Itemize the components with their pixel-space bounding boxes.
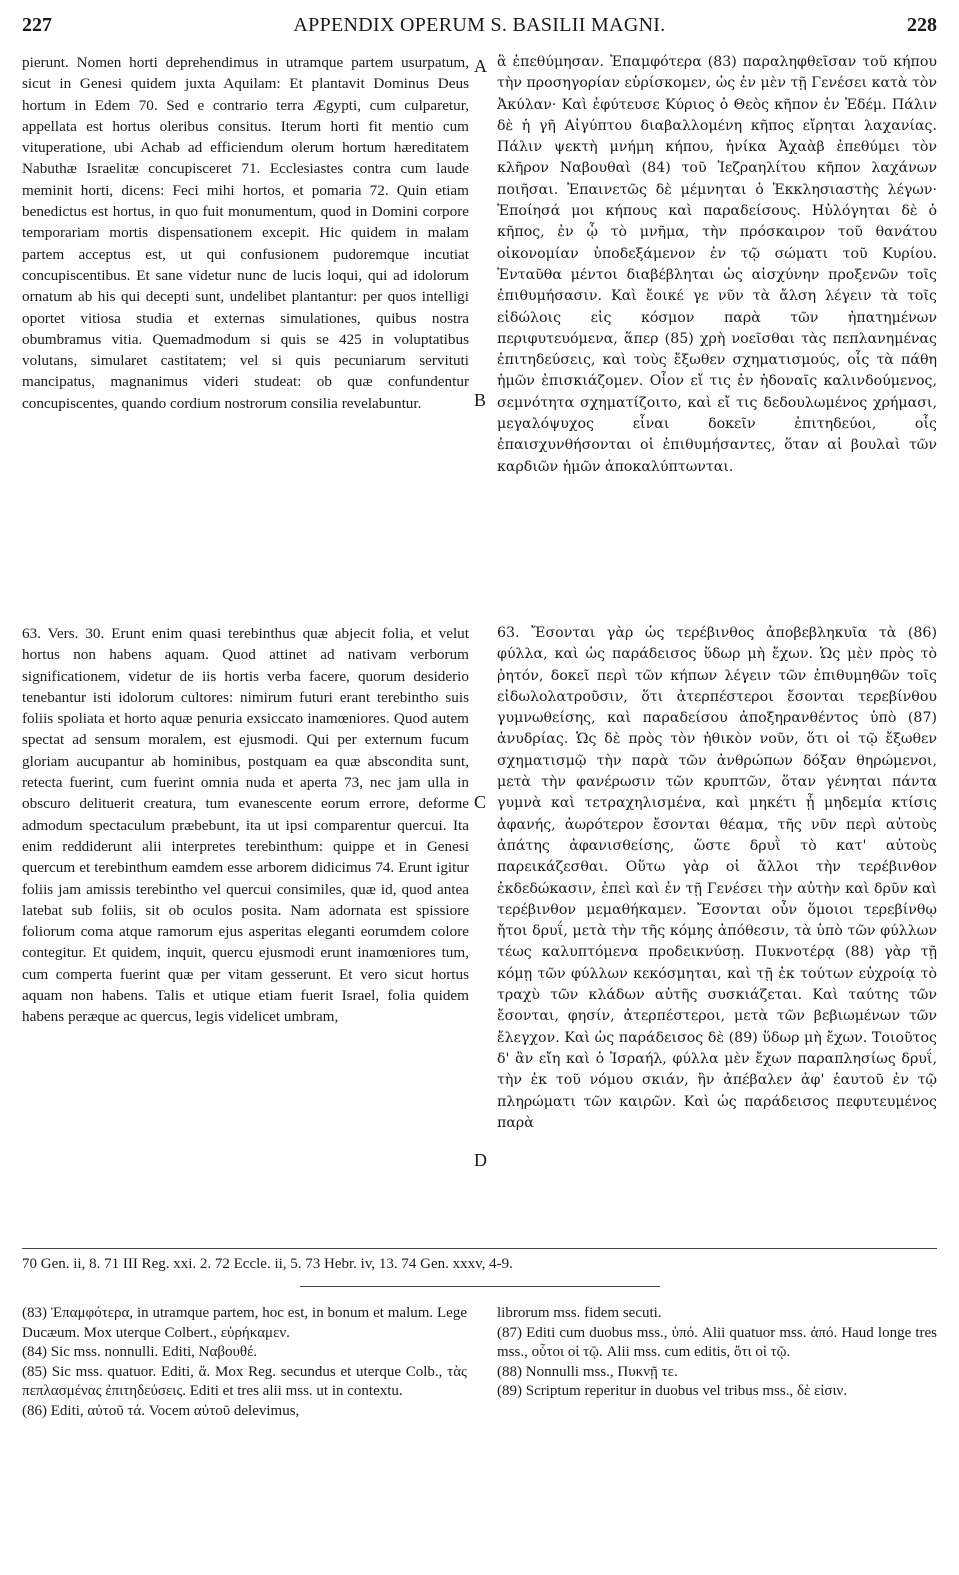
greek-column-bottom bbox=[497, 623, 937, 1237]
latin-column-top bbox=[22, 52, 469, 621]
latin-paragraph: pierunt. Nomen horti deprehendimus in utramque partem usurpatum, sicut in Genesi quidem juxta Aquilam: Et plantavit Dominus Deus hortum in Edem 70. Sed e contrario terra Ægypti, cum culparetur, appellata est hortus oleribus consitus. Iterum horti fit mentio cum vituperatione, ubi Achab ad efficiendum olerum hortum hæreditatem Nabuthæ Israelitæ concupisceret 71. Ecclesiastes contra cum laude meminit horti, dicens: Feci mihi hortos, et pomaria 72. Quin etiam benedictus est hortus, in quo fuit monumentum, quod in Domini corpore temporariam mortis dispensationem excepit. Hic quidem in malam partem acceptus est, ut qui confusionem pudoremque incutiat concupiscentibus. Et sane videtur nunc de lucis loqui, qui ad idolorum ornatum ab his qui decepti sunt, undelibet plantantur: per quos intelligi oportet vitiosa studia et externas simulationes, quibus nostra obumbramus vitia. Quemadmodum si quis se 425 in voluptatibus volutans, simularet castitatem; vel si quis pecuniarum servituti mancipatus, magnanimus videri studeat: ob quæ confundentur concupiscentes, quando cordium nostrorum consilia revelabuntur. bbox=[22, 54, 469, 412]
running-title: APPENDIX OPERUM S. BASILII MAGNI. bbox=[293, 14, 666, 36]
section-marker-d: D bbox=[474, 1150, 487, 1170]
page-number-right: 228 bbox=[907, 14, 937, 36]
note-item: (89) Scriptum reperitur in duobus vel tribus mss., δὲ εἰσιν. bbox=[497, 1383, 848, 1399]
greek-column-top bbox=[497, 52, 937, 585]
note-item: (87) Editi cum duobus mss., ὑπό. Alii quatuor mss. ἀπό. Haud longe tres mss., οὗτοι οἱ τῷ. Alii mss. cum editis, ὅτι οἱ τῷ. bbox=[497, 1324, 937, 1360]
note-item: librorum mss. fidem secuti. bbox=[497, 1305, 662, 1321]
note-item: (85) Sic mss. quatuor. Editi, ἅ. Mox Reg. secundus et uterque Colb., τὰς πεπλασμένας ἐπιτηδεύσεις. Editi et tres alii mss. ut in contextu. bbox=[22, 1363, 467, 1399]
page-number-left: 227 bbox=[22, 14, 52, 36]
notes-divider bbox=[300, 1286, 660, 1287]
greek-paragraph: ἃ ἐπεθύμησαν. Ἐπαμφότερα (83) παραληφθεῖσαν τοῦ κήπου τὴν προσηγορίαν εὑρίσκομεν, ὡς ἐν μὲν τῇ Γενέσει κατὰ τὸν Ἀκύλαν· Καὶ ἐφύτευσε Κύριος ὁ Θεὸς κῆπον ἐν Ἐδέμ. Πάλιν δὲ ἡ γῆ Αἰγύπτου διαβαλλομένη κῆπος εἴρηται λαχανίας. Πάλιν ψεκτὴ μνήμη κήπου, ἡνίκα Ἀχαὰβ ἐπεθύμει τὸν κλῆρον Ναβουθαὶ (84) τοῦ Ἰεζραηλίτου κῆπον λαχάνων ποιῆσαι. Ἐπαινετῶς δὲ μέμνηται ὁ Ἐκκλησιαστὴς λέγων· Ἐποίησά μοι κήπους καὶ παραδείσους. Ηὐλόγηται δὲ ὁ κῆπος, ἐν ᾧ τὸ μνῆμα, τὴν πρόσκαιρον τοῦ θανάτου οἰκονομίαν ὑποδεξάμενον ἐν τῷ σώματι τοῦ Κυρίου. Ἐνταῦθα μέντοι διαβέβληται ὡς αἰσχύνην προξενῶν τοῖς ἐπιθυμήσασιν. Καὶ ἔοικέ γε νῦν τὰ ἄλση λέγειν τὰ τοῖς εἰδώλοις εἰς κόσμον παρὰ τῶν ἠπατημένων περιφυτευόμενα, ἅπερ (85) χρὴ νοεῖσθαι τὰς πεπλανημένας ἐπιτηδεύσεις, καὶ τοὺς ἔξωθεν σχηματισμούς, οἷς τὰ πάθη ἡμῶν ἐπισκιάζομεν. Οἷον εἴ τις ἐν ἡδοναῖς καλινδούμενος, σεμνότητα σχηματίζοιτο, καὶ εἴ τις δεδουλωμένος χρήμασι, μεγαλόψυχος εἶναι δοκεῖν ἐπιτηδεύοι, οἷς ἐπαισχυνθήσονται οἱ ἐπιθυμήσαντες, ὅταν αἱ βουλαὶ τῶν καρδιῶν ἡμῶν ἀποκαλύπτωνται. bbox=[497, 54, 937, 475]
latin-column-bottom bbox=[22, 623, 469, 1237]
note-item: (83) Ἐπαμφότερα, in utramque partem, hoc est, in bonum et malum. Lege Ducæum. Mox uterque Colbert., εὑρήκαμεν. bbox=[22, 1305, 467, 1341]
scripture-references: 70 Gen. ii, 8. 71 III Reg. xxi. 2. 72 Eccle. ii, 5. 73 Hebr. iv, 13. 74 Gen. xxxv, 4-9. bbox=[22, 1256, 513, 1272]
page-header bbox=[22, 14, 937, 42]
footnote-divider bbox=[22, 1248, 937, 1249]
notes-right-column bbox=[497, 1304, 937, 1402]
section-marker-c: C bbox=[474, 792, 487, 812]
latin-paragraph: 63. Vers. 30. Erunt enim quasi terebinthus quæ abjecit folia, et velut hortus non habens aquam. Quod attinet ad nativam verborum significationem, videtur de iis hortis verba facere, quorum desiderio tenebantur isti idolorum cultores: nimirum futuri erant terebintho suis foliis spoliata et horto aquæ penuria exsiccato inamœniores. Quod autem spectat ad sensum moralem, est ejusmodi. Qui per externum fucum gloriam aucupantur ab hominibus, postquam ea quæ abscondita sunt, retecta fuerint, cum fuerint omnia nuda et aperta 73, nec jam ulla in obscuro delituerit creatura, tum evanescente eorum errore, deforme admodum spectaculum præbebunt, ita ut ipsi comparentur quercui. Ita enim reddiderunt alii interpretes terebinthum: quippe et in Genesi quercum et terebinthum eamdem esse arborem didicimus 74. Erunt igitur foliis jam amissis terebintho vel quercui consimiles, quæ id, quod antea latebat sub foliis, sit ob oculos posita. Nam adornata est spissiore foliorum coma atque ramorum ejus asperitas eleganti eorumdem colore contegitur. Et quidem, inquit, quercu ejusmodi erunt inamœniores tum, cum comperta fuerint quæ per vitam gesserunt. Et vero sicut hortus aquam non habens. Talis et utique etiam fuerit Israel, folia quidem habens peræque ac quercus, legis videlicet umbram, bbox=[22, 625, 469, 1026]
note-item: (84) Sic mss. nonnulli. Editi, Ναβουθέ. bbox=[22, 1344, 258, 1360]
greek-paragraph: 63. Ἔσονται γὰρ ὡς τερέβινθος ἀποβεβληκυῖα τὰ (86) φύλλα, καὶ ὡς παράδεισος ὕδωρ μὴ ἔχων. Ὡς μὲν πρὸς τὸ ῥητόν, δοκεῖ περὶ τῶν κήπων λέγειν τῶν ἐπιθυμηθῶν τοῖς εἰδωλολατροῦσιν, ὅτι ἀτερπέστεροι ἔσονται τερεβίνθου γυμνωθείσης, καὶ παραδείσου ἀποξηρανθέντος ὑπὸ (87) ἀνυδρίας. Ὡς δὲ πρὸς τὸν ἠθικὸν νοῦν, ὅτι οἱ τῷ ἔξωθεν σχηματισμῷ τὴν παρὰ τῶν ἀνθρώπων δόξαν θηρώμενοι, μετὰ τὴν φανέρωσιν τῶν κρυπτῶν, ὅταν γένηται πάντα γυμνὰ καὶ τετραχηλισμένα, καὶ μηκέτι ᾖ μηδεμία κτίσις ἀφανής, ἀωρότερον ἔσονται θέαμα, τῆς νῦν περὶ αὐτοὺς ἀπάτης ἀφανισθείσης, ὥστε δρυῒ τὸ κατ' αὐτοὺς παρεικάζεσθαι. Οὕτω γὰρ οἱ ἄλλοι τὴν τερέβινθον ἐκδεδώκασιν, ἐπεὶ καὶ ἐν τῇ Γενέσει τὴν αὐτὴν καὶ δρῦν καὶ τερέβινθον μεμαθήκαμεν. Ἔσονται οὖν ὅμοιοι τερεβίνθῳ ἤτοι δρυΐ, μετὰ τὴν τῆς κόμης ἀπόθεσιν, τὰ ὑπὸ τῶν φύλλων τέως καλυπτόμενα προδεικνύσῃ. Πυκνοτέρᾳ (88) γὰρ τῇ κόμῃ τῶν φύλλων κεκόσμηται, καὶ τῇ ἐκ τούτων εὐχροίᾳ τὸ τραχὺ τῶν κλάδων αὐτῆς συσκιάζεται. Καὶ ταύτης τῶν ἔσονται, φησίν, ἀτερπέστεροι, μετὰ τῶν βεβιωμένων τῶν ἔλεγχον. Καὶ ὡς παράδεισος δὲ (89) ὕδωρ μὴ ἔχων. Τοιοῦτος δ' ἂν εἴη καὶ ὁ Ἰσραήλ, φύλλα μὲν ἔχων παραπλησίως δρυΐ, τὴν ἐκ τοῦ νόμου σκιάν, ἣν ἀπέβαλεν ἀφ' ἑαυτοῦ ἐν τῷ πληρώματι τῶν καιρῶν. Καὶ ὡς παράδεισος πεφυτευμένος παρὰ bbox=[497, 625, 937, 1131]
notes-left-column bbox=[22, 1304, 467, 1421]
note-item: (88) Nonnulli mss., Πυκνῇ τε. bbox=[497, 1363, 678, 1380]
note-item: (86) Editi, αὐτοῦ τά. Vocem αὐτοῦ delevimus, bbox=[22, 1402, 300, 1419]
section-marker-a: A bbox=[474, 56, 487, 76]
section-marker-b: B bbox=[474, 390, 487, 410]
